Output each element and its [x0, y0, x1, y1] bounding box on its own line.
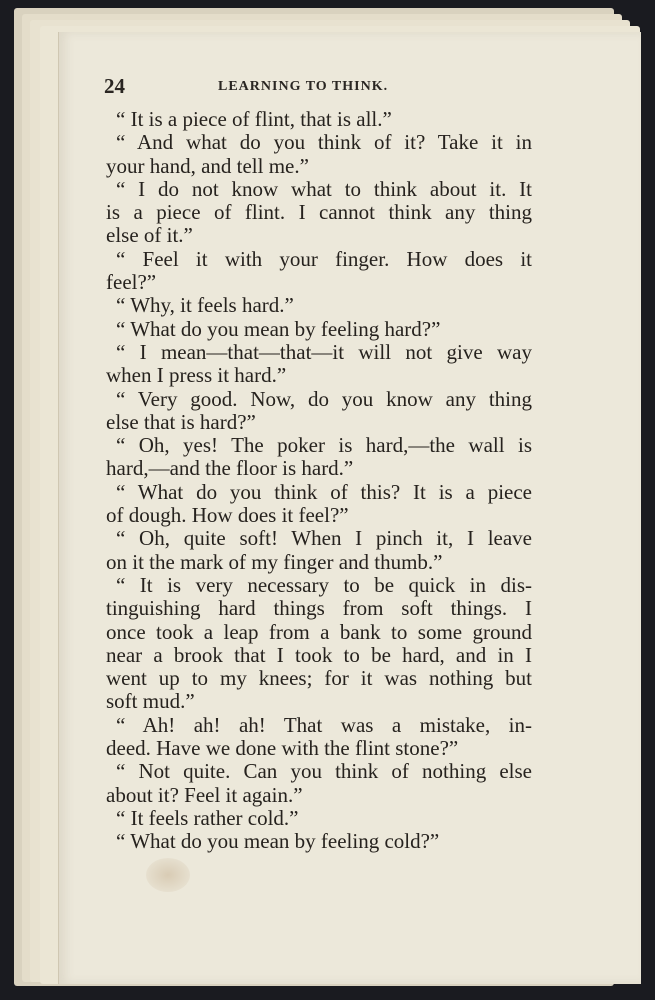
text-line: “ Oh, quite soft! When I pinch it, I leave	[116, 526, 532, 551]
text-line: else that is hard?”	[106, 409, 256, 434]
body-text	[106, 108, 532, 854]
text-line: of dough. How does it feel?”	[106, 503, 349, 528]
text-line: “ Why, it feels hard.”	[116, 293, 294, 318]
text-line: went up to my knees; for it was nothing but	[106, 666, 532, 691]
text-line: “ Ah! ah! ah! That was a mistake, in-	[116, 712, 532, 737]
text-line: “ I do not know what to think about it. It	[116, 176, 532, 201]
text-line: tinguishing hard things from soft things. I	[106, 596, 532, 621]
text-line: when I press it hard.”	[106, 363, 287, 388]
text-line: “ And what do you think of it? Take it in	[116, 130, 532, 155]
running-title: LEARNING TO THINK.	[218, 79, 389, 94]
text-line: hard,—and the floor is hard.”	[106, 456, 354, 481]
text-line: “ It is a piece of flint, that is all.”	[116, 107, 392, 131]
text-line: soft mud.”	[106, 689, 195, 714]
text-line: deed. Have we done with the flint stone?”	[106, 736, 459, 761]
text-line: near a brook that I took to be hard, and in I	[106, 642, 532, 667]
text-line: “ I mean—that—that—it will not give way	[116, 339, 532, 364]
page-number: 24	[104, 74, 125, 98]
text-line: “ What do you mean by feeling cold?”	[116, 829, 440, 854]
text-line: feel?”	[106, 270, 157, 295]
text-line: is a piece of flint. I cannot think any thing	[106, 200, 532, 225]
text-line: “ Oh, yes! The poker is hard,—the wall is	[116, 433, 532, 458]
text-line: on it the mark of my finger and thumb.”	[106, 549, 443, 574]
text-line: else of it.”	[106, 223, 193, 248]
text-line: your hand, and tell me.”	[106, 153, 309, 178]
text-line: once took a leap from a bank to some ground	[106, 619, 532, 644]
text-line: “ What do you mean by feeling hard?”	[116, 316, 441, 341]
text-line: “ What do you think of this? It is a piece	[116, 479, 532, 504]
text-line: “ It feels rather cold.”	[116, 805, 299, 830]
text-line: about it? Feel it again.”	[106, 782, 303, 807]
running-head	[104, 74, 534, 98]
text-line: “ Very good. Now, do you know any thing	[116, 386, 532, 411]
text-line: “ Not quite. Can you think of nothing else	[116, 759, 532, 784]
text-line: “ Feel it with your finger. How does it	[116, 246, 532, 271]
page-stain	[146, 858, 190, 892]
text-line: “ It is very necessary to be quick in dis-	[116, 572, 532, 597]
